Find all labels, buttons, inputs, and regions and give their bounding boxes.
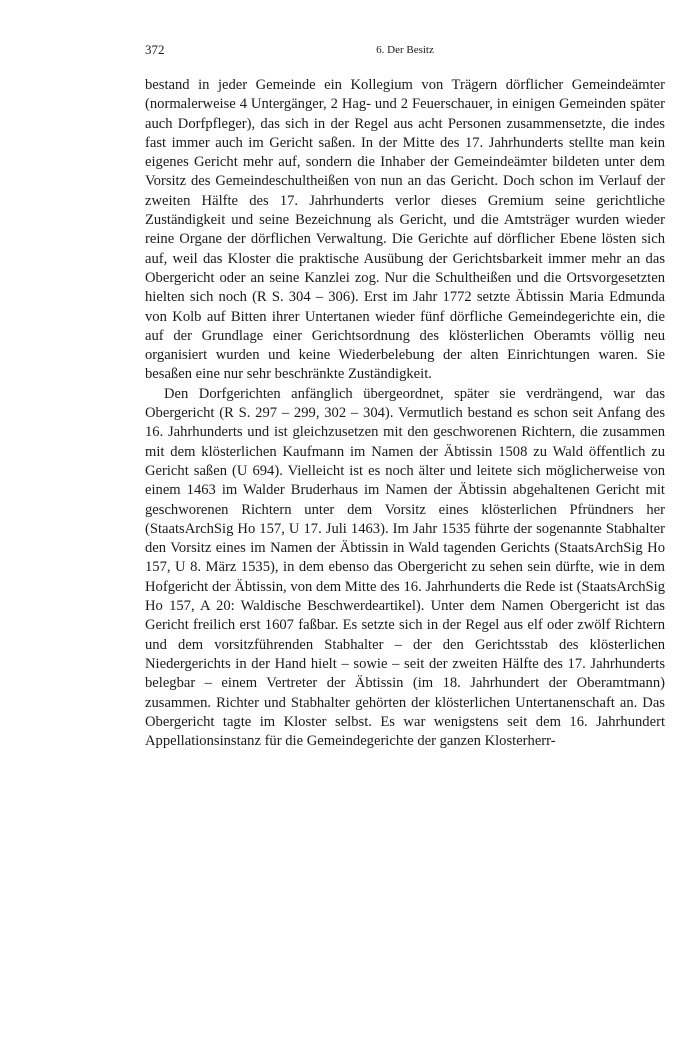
body-text [145,76,665,751]
chapter-title: 6. Der Besitz [376,44,434,56]
document-page [145,40,665,751]
paragraph: bestand in jeder Gemeinde ein Kollegium von Trägern dörflicher Gemeindeämter (normalerweise 4 Untergänger, 2 Hag- und 2 Feuerschauer, in einigen Gemeinden später auch Dorfpfleger), das sich in der Regel aus acht Personen zusammensetzte, die indes fast immer auch im Gericht saßen. In der Mitte des 17. Jahrhunderts stellte man kein eigenes Gericht mehr auf, sondern die Inhaber der Gemeindeämter bildeten unter dem Vorsitz des Gemeindeschultheißen von nun an das Gericht. Doch schon im Verlauf der zweiten Hälfte des 17. Jahrhunderts verlor dieses Gremium seine gerichtliche Zuständigkeit und seine Bezeichnung als Gericht, und die Amtsträger wurden wieder reine Organe der dörflichen Verwaltung. Die Gerichte auf dörflicher Ebene lösten sich auf, weil das Kloster die praktische Ausübung der Gerichtsbarkeit immer mehr an das Obergericht oder an seine Kanzlei zog. Nur die Schultheißen und die Ortsvorgesetzten hielten sich noch (R S. 304 – 306). Erst im Jahr 1772 setzte Äbtissin Maria Edmunda von Kolb auf Bitten ihrer Untertanen wieder fünf dörfliche Gemeindegerichte ein, die auf der Grundlage einer Gerichtsordnung des klösterlichen Oberamts völlig neu organisiert wurden und keine Wiederbelebung der alten Einrichtungen waren. Sie besaßen eine nur sehr beschränkte Zuständigkeit. [145,77,665,383]
running-header [145,40,665,60]
page-number: 372 [145,42,165,57]
paragraph: Den Dorfgerichten anfänglich übergeordnet, später sie verdrängend, war das Obergericht (R S. 297 – 299, 302 – 304). Vermutlich bestand es schon seit Anfang des 16. Jahrhunderts und ist gleichzusetzen mit den geschworenen Richtern, die zusammen mit dem klösterlichen Kaufmann im Namen der Äbtissin 1508 zu Wald öffentlich zu Gericht saßen (U 694). Vielleicht ist es noch älter und leitete sich möglicherweise von einem 1463 im Walder Bruderhaus im Namen der Äbtissin abgehaltenen Gericht mit geschworenen Richtern unter dem Vorsitz eines klösterlichen Pfründners her (StaatsArchSig Ho 157, U 17. Juli 1463). Im Jahr 1535 führte der sogenannte Stabhalter den Vorsitz eines im Namen der Äbtissin in Wald tagenden Gerichts (StaatsArchSig Ho 157, U 8. März 1535), in dem ebenso das Obergericht zu sehen sein dürfte, wie in dem Hofgericht der Äbtissin, von dem Mitte des 16. Jahrhunderts die Rede ist (StaatsArchSig Ho 157, A 20: Waldische Beschwerdeartikel). Unter dem Namen Obergericht ist das Gericht freilich erst 1607 faßbar. Es setzte sich in der Regel aus elf oder zwölf Richtern und dem vorsitzführenden Stabhalter – der den Gerichtsstab des klösterlichen Niedergerichts in der Hand hielt – sowie – seit der zweiten Hälfte des 17. Jahrhunderts belegbar – einem Vertreter der Äbtissin (im 18. Jahrhundert der Oberamtmann) zusammen. Richter und Stabhalter gehörten der klösterlichen Untertanenschaft an. Das Obergericht tagte im Kloster selbst. Es war wenigstens seit dem 16. Jahrhundert Appellationsinstanz für die Gemeindegerichte der ganzen Klosterherr- [145,385,665,750]
